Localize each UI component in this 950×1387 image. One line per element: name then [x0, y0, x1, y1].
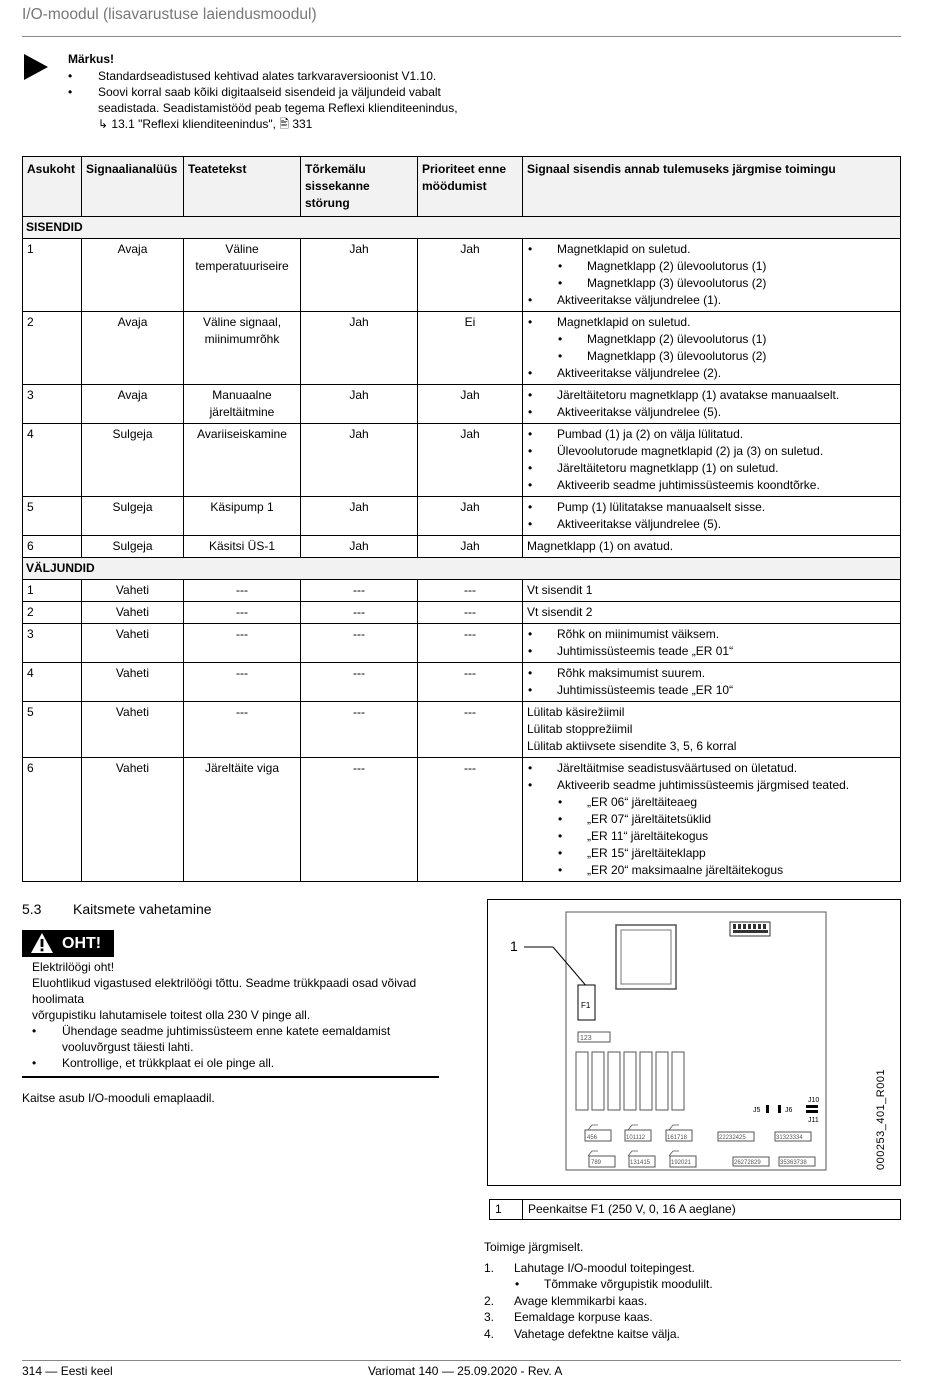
terminal-bottom: 789	[591, 1160, 602, 1166]
action-line: • Aktiveeritakse väljundrelee (5).	[527, 516, 896, 533]
column-header: Tõrkemälu sissekanne störung	[301, 157, 418, 217]
table-cell-pos: 6	[23, 536, 82, 558]
step-item	[484, 1326, 904, 1343]
table-cell-pri: Jah	[418, 497, 523, 536]
section-number: 5.3	[22, 901, 42, 917]
table-row	[23, 702, 901, 758]
warning-divider	[22, 1076, 439, 1078]
column-header: Teatetekst	[184, 157, 301, 217]
table-cell-sig: Vaheti	[82, 758, 184, 882]
section-label: VÄLJUNDID	[23, 558, 901, 580]
table-row	[23, 536, 901, 558]
step-number: 4.	[484, 1326, 495, 1341]
column-header: Signaal sisendis annab tulemuseks järgmise toimingu	[523, 157, 901, 217]
circuit-board-drawing	[488, 900, 900, 1185]
transformer-inner	[621, 930, 671, 984]
table-section-row	[23, 558, 901, 580]
table-cell-sig: Sulgeja	[82, 424, 184, 497]
legend-row	[490, 1200, 901, 1220]
table-cell-pos: 5	[23, 702, 82, 758]
action-line: • Juhtimissüsteemis teade „ER 10“	[527, 682, 896, 699]
action-line: • Rõhk maksimumist suurem.	[527, 665, 896, 682]
table-row	[23, 239, 901, 312]
table-cell-err: Jah	[301, 497, 418, 536]
table-cell-pri: ---	[418, 758, 523, 882]
legend-number: 1	[490, 1200, 523, 1220]
warning-body	[32, 959, 432, 1071]
table-cell-msg: Käsipump 1	[184, 497, 301, 536]
table-row	[23, 580, 901, 602]
action-line: • Pump (1) lülitatakse manuaalselt sisse.	[527, 499, 896, 516]
table-cell-pos: 4	[23, 663, 82, 702]
table-cell-pri: Jah	[418, 385, 523, 424]
warning-triangle-icon	[30, 932, 54, 954]
table-cell-sig: Vaheti	[82, 663, 184, 702]
table-cell-pri: ---	[418, 624, 523, 663]
table-cell-msg: Väline signaal, miinimumrõhk	[184, 312, 301, 385]
table-cell-err: ---	[301, 624, 418, 663]
table-row	[23, 758, 901, 882]
table-cell-action	[523, 580, 901, 602]
step-number: 2.	[484, 1293, 495, 1308]
table-cell-pri: Ei	[418, 312, 523, 385]
action-line: • Magnetklapp (2) ülevoolutorus (1)	[527, 331, 896, 348]
action-line: • Magnetklapid on suletud.	[527, 241, 896, 258]
action-line: Lülitab aktiivsete sisendite 3, 5, 6 korral	[527, 739, 737, 753]
terminal-bottom: 192021	[671, 1160, 692, 1166]
warning-heading: Elektrilöögi oht!	[32, 960, 115, 974]
table-cell-sig: Avaja	[82, 385, 184, 424]
table-row	[23, 424, 901, 497]
warning-text: Eluohtlikud vigastused elektrilöögi tõttu. Seadme trükkpaadi osad võivad hoolimata	[32, 976, 417, 1006]
table-cell-pos: 2	[23, 312, 82, 385]
table-cell-action	[523, 312, 901, 385]
footer-page: 314 — Eesti keel	[22, 1364, 113, 1378]
section-title: Kaitsmete vahetamine	[73, 901, 212, 917]
action-line: • „ER 15“ järeltäiteklapp	[527, 845, 896, 862]
table-cell-action	[523, 239, 901, 312]
table-cell-msg: ---	[184, 580, 301, 602]
action-line: • Järeltäitetoru magnetklapp (1) avatakse manuaalselt.	[527, 387, 896, 404]
table-cell-err: Jah	[301, 424, 418, 497]
table-cell-action	[523, 624, 901, 663]
table-cell-pos: 1	[23, 580, 82, 602]
table-cell-msg: ---	[184, 624, 301, 663]
table-cell-err: Jah	[301, 385, 418, 424]
terminal-numbers: 123	[580, 1035, 592, 1042]
table-cell-action	[523, 385, 901, 424]
step-subitem: • Tõmmake võrgupistik moodulilt.	[484, 1276, 904, 1293]
table-cell-err: Jah	[301, 536, 418, 558]
action-line: • Magnetklapp (3) ülevoolutorus (2)	[527, 348, 896, 365]
table-cell-action	[523, 602, 901, 624]
table-cell-pri: ---	[418, 602, 523, 624]
table-cell-sig: Vaheti	[82, 580, 184, 602]
callout-leader	[553, 947, 588, 988]
action-line: Vt sisendit 1	[527, 583, 593, 597]
footer-document: Variomat 140 — 25.09.2020 - Rev. A	[368, 1364, 563, 1378]
action-line: • Pumbad (1) ja (2) on välja lülitatud.	[527, 426, 896, 443]
jumper-j5: J5	[753, 1107, 761, 1114]
action-line: • „ER 20“ maksimaalne järeltäitekogus	[527, 862, 896, 879]
step-number: 3.	[484, 1310, 495, 1324]
table-section-row	[23, 217, 901, 239]
legend-text: Peenkaitse F1 (250 V, 0, 16 A aeglane)	[523, 1200, 901, 1220]
step-text: Eemaldage korpuse kaas.	[514, 1310, 653, 1324]
circuit-board-figure	[487, 899, 901, 1186]
terminal-top: 456	[587, 1135, 598, 1141]
table-cell-pri: Jah	[418, 239, 523, 312]
table-cell-msg: ---	[184, 663, 301, 702]
terminal-bottom: 26272829	[734, 1160, 761, 1166]
terminal-bottom: 131415	[630, 1160, 651, 1166]
table-cell-sig: Avaja	[82, 312, 184, 385]
column-header: Asukoht	[23, 157, 82, 217]
action-line: Magnetklapp (1) on avatud.	[527, 539, 674, 553]
note-arrow-icon	[24, 54, 48, 80]
table-cell-sig: Sulgeja	[82, 497, 184, 536]
table-cell-sig: Sulgeja	[82, 536, 184, 558]
action-line: • Magnetklapp (3) ülevoolutorus (2)	[527, 275, 896, 292]
table-cell-pri: Jah	[418, 424, 523, 497]
table-row	[23, 497, 901, 536]
footer-divider	[22, 1360, 901, 1361]
terminal-bottom: 35363738	[780, 1160, 807, 1166]
action-line: • Aktiveeritakse väljundrelee (1).	[527, 292, 896, 309]
table-cell-pos: 3	[23, 624, 82, 663]
terminal-top: 101112	[626, 1135, 646, 1141]
step-number: 1.	[484, 1260, 495, 1275]
action-line: • Aktiveeritakse väljundrelee (5).	[527, 404, 896, 421]
table-cell-action	[523, 497, 901, 536]
action-line: • Magnetklapid on suletud.	[527, 314, 896, 331]
table-cell-pos: 2	[23, 602, 82, 624]
table-cell-sig: Vaheti	[82, 602, 184, 624]
table-cell-action	[523, 536, 901, 558]
table-row	[23, 312, 901, 385]
table-cell-msg: Käsitsi ÜS-1	[184, 536, 301, 558]
table-row	[23, 663, 901, 702]
step-item	[484, 1260, 904, 1277]
action-line: Lülitab stopprežiimil	[527, 722, 633, 736]
warning-bullet: • Kontrollige, et trükkplaat ei ole pinge all.	[32, 1055, 432, 1071]
action-line: • „ER 07“ järeltäitetsüklid	[527, 811, 896, 828]
fuse-label: F1	[581, 1001, 591, 1010]
table-cell-msg: Avariiseiskamine	[184, 424, 301, 497]
procedure-steps	[484, 1239, 904, 1342]
header-divider	[22, 36, 901, 37]
table-cell-pri: ---	[418, 702, 523, 758]
step-text: Avage klemmikarbi kaas.	[514, 1293, 648, 1308]
terminal-top: 161718	[667, 1135, 688, 1141]
table-cell-err: ---	[301, 580, 418, 602]
warning-bullet: • Ühendage seadme juhtimissüsteem enne katete eemaldamist vooluvõrgust täiesti lahti.	[32, 1023, 432, 1055]
page-header-title: I/O-moodul (lisavarustuse laiendusmoodul)	[22, 6, 317, 23]
table-cell-sig: Vaheti	[82, 624, 184, 663]
action-line: • Juhtimissüsteemis teade „ER 01“	[527, 643, 896, 660]
step-item	[484, 1293, 904, 1310]
column-header: Signaalianalüüs	[82, 157, 184, 217]
table-cell-pos: 3	[23, 385, 82, 424]
terminal-top: 22232425	[719, 1135, 746, 1141]
callout-number: 1	[510, 938, 518, 954]
step-item	[484, 1309, 904, 1326]
jumper-j10: J10	[808, 1097, 820, 1104]
table-cell-pos: 6	[23, 758, 82, 882]
table-cell-action	[523, 424, 901, 497]
danger-badge	[22, 930, 114, 957]
table-cell-pos: 4	[23, 424, 82, 497]
table-cell-err: Jah	[301, 312, 418, 385]
step-text: Vahetage defektne kaitse välja.	[514, 1326, 680, 1341]
table-cell-pri: ---	[418, 663, 523, 702]
board-outline	[566, 912, 826, 1170]
jumper-j11: J11	[808, 1117, 819, 1124]
steps-intro: Toimige järgmiselt.	[484, 1240, 584, 1254]
step-text: Lahutage I/O-moodul toitepingest.	[514, 1260, 695, 1275]
column-header: Prioriteet enne möödumist	[418, 157, 523, 217]
table-cell-sig: Vaheti	[82, 702, 184, 758]
action-line: • Järeltäitmise seadistusväärtused on ületatud.	[527, 760, 896, 777]
table-header-row	[23, 157, 901, 217]
danger-badge-label: OHT!	[62, 935, 102, 952]
action-line: Vt sisendit 2	[527, 605, 593, 619]
terminal-top: 31323334	[776, 1135, 803, 1141]
action-line: Lülitab käsirežiimil	[527, 705, 625, 719]
table-cell-msg: ---	[184, 602, 301, 624]
action-line: • Aktiveerib seadme juhtimissüsteemis koondtõrke.	[527, 477, 896, 494]
action-line: • Ülevoolutorude magnetklapid (2) ja (3) on suletud.	[527, 443, 896, 460]
table-cell-msg: ---	[184, 702, 301, 758]
io-settings-table	[22, 156, 901, 882]
action-line: • „ER 06“ järeltäiteaeg	[527, 794, 896, 811]
jumper-j6: J6	[785, 1107, 793, 1114]
table-cell-err: ---	[301, 663, 418, 702]
table-cell-err: ---	[301, 702, 418, 758]
table-cell-sig: Avaja	[82, 239, 184, 312]
table-cell-msg: Manuaalne järeltäitmine	[184, 385, 301, 424]
action-line: • Järeltäitetoru magnetklapp (1) on suletud.	[527, 460, 896, 477]
table-cell-err: ---	[301, 602, 418, 624]
action-line: • Aktiveeritakse väljundrelee (2).	[527, 365, 896, 382]
note-item: • Standardseadistused kehtivad alates tarkvaraversioonist V1.10.	[68, 68, 468, 84]
table-cell-pri: Jah	[418, 536, 523, 558]
figure-legend	[489, 1199, 901, 1220]
table-cell-pos: 5	[23, 497, 82, 536]
table-cell-action	[523, 663, 901, 702]
figure-id: 000253_401_R001	[875, 1068, 887, 1170]
warning-text: võrgupistiku lahutamisele toitest olla 230 V pinge all.	[32, 1008, 311, 1022]
table-row	[23, 602, 901, 624]
table-cell-err: ---	[301, 758, 418, 882]
table-cell-err: Jah	[301, 239, 418, 312]
table-cell-action	[523, 702, 901, 758]
note-list	[68, 68, 468, 132]
table-cell-msg: Väline temperatuuriseire	[184, 239, 301, 312]
fuse-location-text: Kaitse asub I/O-mooduli emaplaadil.	[22, 1091, 215, 1105]
action-line: • „ER 11“ järeltäitekogus	[527, 828, 896, 845]
transformer-outer	[616, 925, 676, 989]
relays	[576, 1052, 684, 1110]
table-cell-msg: Järeltäite viga	[184, 758, 301, 882]
table-row	[23, 624, 901, 663]
action-line: • Aktiveerib seadme juhtimissüsteemis järgmised teated.	[527, 777, 896, 794]
table-cell-action	[523, 758, 901, 882]
action-line: • Magnetklapp (2) ülevoolutorus (1)	[527, 258, 896, 275]
section-label: SISENDID	[23, 217, 901, 239]
note-title: Märkus!	[68, 52, 115, 66]
note-item: • Soovi korral saab kõiki digitaalseid sisendeid ja väljundeid vabalt seadistada. Seadistamistööd peab tegema Reflexi klienditeenindus, ↳ 13.1 "Reflexi klienditeenindus", 🖹 331	[68, 84, 468, 132]
table-row	[23, 385, 901, 424]
table-cell-pos: 1	[23, 239, 82, 312]
table-cell-pri: ---	[418, 580, 523, 602]
action-line: • Rõhk on miinimumist väiksem.	[527, 626, 896, 643]
